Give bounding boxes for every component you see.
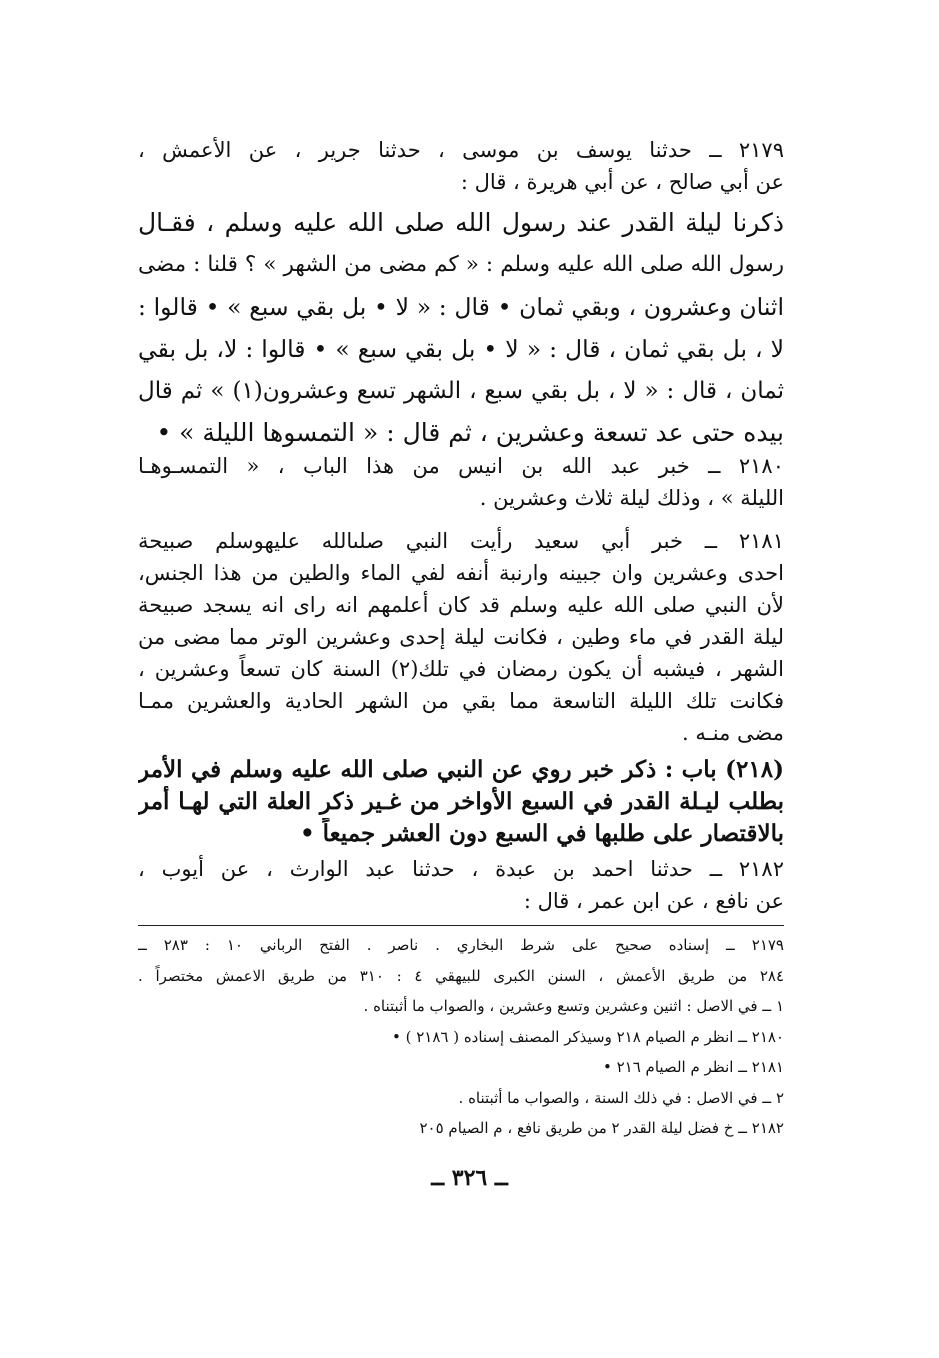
text-line: (٢١٨) باب : ذكر خبر روي عن النبي صلى الله عليه وسلم في الأمر bbox=[138, 756, 784, 783]
footnote-divider bbox=[138, 925, 784, 926]
hadith-2179-isnad bbox=[138, 134, 784, 198]
footnote-line: ٢ ــ في الاصل : في ذلك السنة ، والصواب ما أثبتناه . bbox=[458, 1088, 784, 1107]
text-line: بيده حتى عد تسعة وعشرين ، ثم قال : « التمسوها الليلة » • bbox=[156, 418, 784, 447]
hadith-2182 bbox=[138, 853, 784, 917]
text-line: احدى وعشرين وان جبينه وارنبة أنفه لفي الماء والطين من هذا الجنس، bbox=[138, 561, 784, 585]
text-line: رسول الله صلى الله عليه وسلم : « كم مضى من الشهر » ؟ قلنا : مضى bbox=[138, 252, 784, 277]
footnote-line: ١ ــ في الاصل : اثنين وعشرين وتسع وعشرين ، والصواب ما أثبتناه . bbox=[363, 997, 784, 1015]
text-line: عن أبي صالح ، عن أبي هريرة ، قال : bbox=[460, 170, 784, 194]
text-line: ثمان ، قال : « لا ، بل بقي سبع ، الشهر تسع وعشرون(١) » ثم قال bbox=[138, 378, 784, 404]
text-line: مضى منـه . bbox=[682, 721, 784, 745]
footnote-line: ٢٨٤ من طريق الأعمش ، السنن الكبرى للبيهقي ٤ : ٣١٠ من طريق الاعمش مختصراً . bbox=[138, 966, 784, 985]
text-line: بالاقتصار على طلبها في السبع دون العشر جميعاً • bbox=[299, 820, 784, 847]
footnote-line: ٢١٨٠ ــ انظر م الصيام ٢١٨ وسيذكر المصنف إسناده ( ٢١٨٦ ) • bbox=[391, 1027, 784, 1046]
text-line: فكانت تلك الليلة التاسعة مما بقي من الشهر الحادية والعشرين ممـا bbox=[138, 689, 784, 713]
text-line: ٢١٨٢ ــ حدثنا احمد بن عبدة ، حدثنا عبد الوارث ، عن أيوب ، bbox=[138, 857, 784, 881]
text-line: ليلة القدر في ماء وطين ، فكانت ليلة إحدى وعشرين الوتر مما مضى من bbox=[138, 625, 784, 649]
text-line: اثنان وعشرون ، وبقي ثمان • قال : « لا • بل بقي سبع » • قالوا : bbox=[138, 293, 784, 321]
footnote-line: ٢١٨١ ــ انظر م الصيام ٢١٦ • bbox=[602, 1058, 784, 1076]
hadith-2179-matn bbox=[138, 202, 784, 454]
text-line: ٢١٨١ ــ خبر أبي سعيد رأيت النبي صلىالله عليهوسلم صبيحة bbox=[138, 529, 784, 553]
text-line: ٢١٨٠ ــ خبر عبد الله بن انيس من هذا الباب ، « التمسـوهـا bbox=[138, 454, 784, 478]
footnote-line: ٢١٨٢ ــ خ فضل ليلة القدر ٢ من طريق نافع ، م الصيام ٢٠٥ bbox=[419, 1119, 784, 1137]
page-number: ــ ٣٢٦ ــ bbox=[431, 1165, 508, 1191]
text-line: بطلب ليـلة القدر في السبع الأواخر من غـير ذكر العلة التي لهـا أمر bbox=[138, 788, 784, 815]
text-line: عن نافع ، عن ابن عمر ، قال : bbox=[523, 889, 784, 913]
text-line: لأن النبي صلى الله عليه وسلم قد كان أعلمهم انه راى انه يسجد صبيحة bbox=[138, 593, 784, 617]
footnotes bbox=[138, 930, 784, 1144]
footnote-line: ٢١٧٩ ــ إسناده صحيح على شرط البخاري . ناصر . الفتح الرباني ١٠ : ٢٨٣ ــ bbox=[138, 936, 784, 954]
text-line: ذكرنا ليلة القدر عند رسول الله صلى الله عليه وسلم ، فقـال bbox=[138, 208, 784, 237]
text-line: ٢١٧٩ ــ حدثنا يوسف بن موسى ، حدثنا جرير ، عن الأعمش ، bbox=[138, 138, 784, 162]
text-line: لا ، بل بقي ثمان ، قال : « لا • بل بقي سبع » • قالوا : لا، بل بقي bbox=[138, 335, 784, 363]
text-line: الشهر ، فيشبه أن يكون رمضان في تلك(٢) السنة كان تسعاً وعشرين ، bbox=[138, 657, 784, 681]
chapter-heading-218 bbox=[138, 754, 784, 850]
hadith-2181 bbox=[138, 525, 784, 749]
text-line: الليلة » ، وذلك ليلة ثلاث وعشرين . bbox=[479, 486, 784, 510]
hadith-2180 bbox=[138, 450, 784, 514]
